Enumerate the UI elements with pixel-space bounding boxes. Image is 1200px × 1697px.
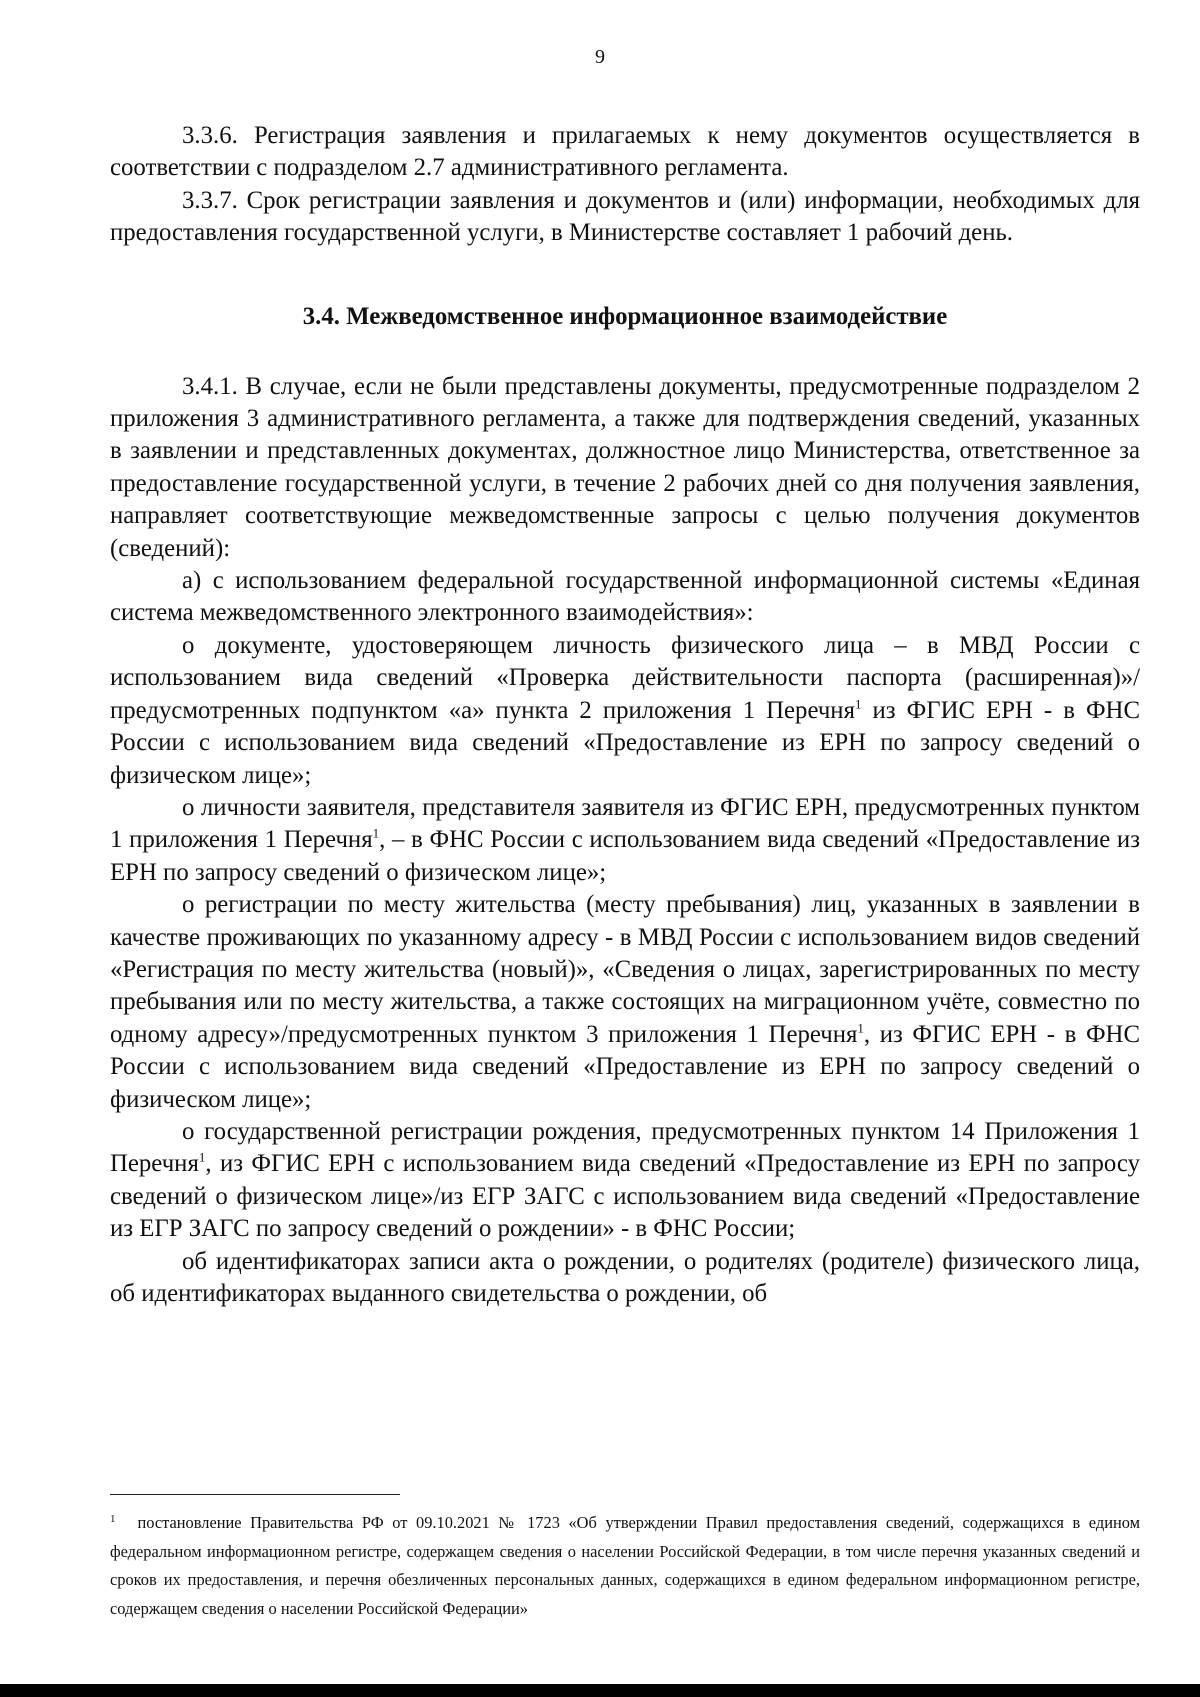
footnote-reference: 1 [855, 696, 862, 712]
footnote-number: 1 [110, 1512, 116, 1525]
paragraph-text: , из ФГИС ЕРН с использованием вида сведений «Предоставление из ЕРН по запросу сведений о физическом лице»/из ЕГР ЗАГС с использованием вида сведений «Предоставление из ЕГР ЗАГС по запросу сведений о рождении» - в ФНС России; [110, 1150, 1140, 1243]
footnote [110, 1509, 1140, 1623]
footnote-reference: 1 [198, 1150, 206, 1166]
paragraph-3-3-6: 3.3.6. Регистрация заявления и прилагаемых к нему документов осуществляется в соответствии с подразделом 2.7 административного регламента. [110, 122, 1140, 182]
paragraph-3-4-1: 3.4.1. В случае, если не были представлены документы, предусмотренные подразделом 2 приложения 3 административного регламента, а также для подтверждения сведений, указанных в заявлении и представленных документах, должностное лицо Министерства, ответственное за предоставление государственной услуги, в течение 2 рабочих дней со дня получения заявления, направляет соответствующие межведомственные запросы с целью получения документов (сведений): [110, 372, 1140, 562]
paragraph-birth-registration [110, 1116, 1140, 1246]
paragraph-subitem-a: а) с использованием федеральной государственной информационной системы «Единая система межведомственного электронного взаимодействия»: [110, 567, 1140, 627]
paragraph-text: , из ФГИС ЕРН - в ФНС России с использованием вида сведений «Предоставление из ЕРН по запросу сведений о физическом лице»; [110, 1020, 1140, 1113]
scan-bottom-border [0, 1684, 1200, 1697]
section-heading: 3.4. Межведомственное информационное взаимодействие [302, 302, 948, 330]
paragraph-text: о регистрации по месту жительства (месту пребывания) лиц, указанных в заявлении в качестве проживающих по указанному адресу - в МВД России с использованием видов сведений «Регистрация по месту жительства (новый)», «Сведения о лицах, зарегистрированных по месту пребывания или по месту жительства, а также состоящих на миграционном учёте, совместно по одному адресу»/предусмотренных пунктом 3 приложения 1 Перечня [110, 891, 1140, 1048]
footnote-reference: 1 [372, 826, 380, 842]
page-number: 9 [595, 46, 605, 68]
paragraph-applicant-identity [110, 792, 1140, 889]
paragraph-3-3-7: 3.3.7. Срок регистрации заявления и документов и (или) информации, необходимых для предоставления государственной услуги, в Министерстве составляет 1 рабочий день. [110, 186, 1140, 247]
footnote-text: постановление Правительства РФ от 09.10.2021 № 1723 «Об утверждении Правил предоставления сведений, содержащихся в едином федеральном информационном регистре, содержащем сведения о населении Российской Федерации, в том числе перечня указанных сведений и сроков их предоставления, и перечня обезличенных персональных данных, содержащихся в едином федеральном информационном регистре, содержащем сведения о населении Российской Федерации» [110, 1513, 1140, 1618]
paragraph-text: о личности заявителя, представителя заявителя из ФГИС ЕРН, предусмотренных пунктом 1 приложения 1 Перечня [110, 793, 1140, 854]
paragraph-text: о документе, удостоверяющем личность физического лица – в МВД России с использованием вида сведений «Проверка действительности паспорта (расширенная)»/предусмотренных подпунктом «а» пункта 2 приложения 1 Перечня [110, 631, 1140, 724]
paragraph-text: о государственной регистрации рождения, предусмотренных пунктом 14 Приложения 1 Перечня [110, 1117, 1140, 1178]
paragraph-text: , – в ФНС России с использованием вида сведений «Предоставление из ЕРН по запросу сведений о физическом лице»; [110, 826, 1141, 886]
paragraph-residence-registration [110, 889, 1140, 1116]
paragraph-text: из ФГИС ЕРН - в ФНС России с использованием вида сведений «Предоставление из ЕРН по запросу сведений о физическом лице»; [110, 696, 1141, 789]
document-body [110, 120, 1140, 1310]
footnote-separator [110, 1494, 400, 1495]
paragraph-identity-document [110, 630, 1140, 792]
footnote-reference: 1 [857, 1020, 864, 1036]
paragraph-birth-record-identifiers: об идентификаторах записи акта о рождении, о родителях (родителе) физического лица, об идентификаторах выданного свидетельства о рождении, об [110, 1247, 1140, 1307]
